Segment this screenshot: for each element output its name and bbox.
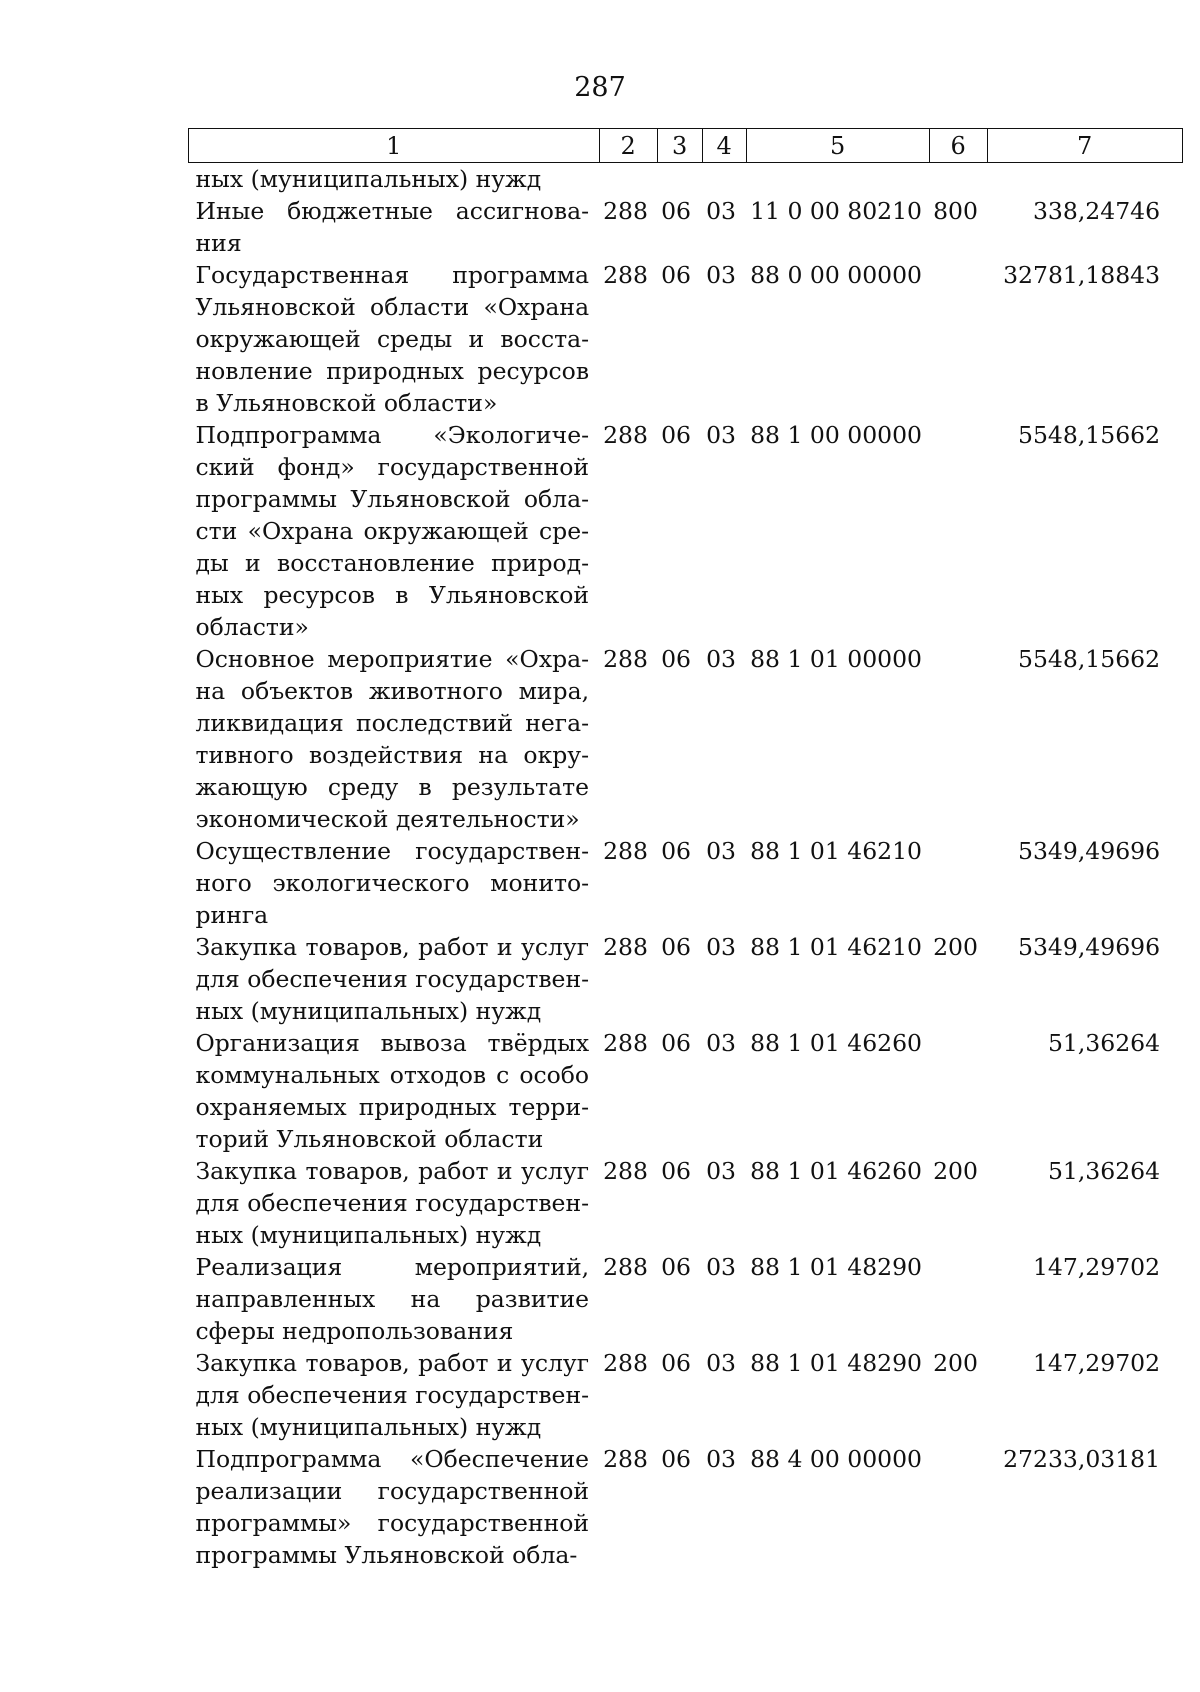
col-4-subsection bbox=[702, 163, 746, 196]
col-7-amount: 5548,15662 bbox=[1018, 645, 1161, 673]
col-6-expense-type bbox=[929, 835, 987, 931]
col-5-target-article: 88 0 00 00000 bbox=[750, 261, 923, 289]
col-2-code: 288 bbox=[603, 1029, 648, 1057]
col-3-section: 06 bbox=[661, 197, 691, 225]
col-3-section: 06 bbox=[661, 1253, 691, 1281]
table-row bbox=[189, 1347, 1183, 1443]
row-name-line: окружающей среды и восста- bbox=[195, 325, 590, 353]
table-header bbox=[189, 129, 1183, 163]
col-2-code: 288 bbox=[603, 837, 648, 865]
row-name-line: ский фонд» государственной bbox=[195, 453, 590, 481]
row-name-line: области» bbox=[195, 613, 309, 641]
row-name-line: сферы недропользования bbox=[195, 1317, 514, 1345]
col-7-amount: 32781,18843 bbox=[1003, 261, 1161, 289]
col-6-expense-type bbox=[929, 259, 987, 419]
col-6-expense-type bbox=[929, 643, 987, 835]
row-name-line: ных (муниципальных) нужд bbox=[195, 165, 542, 193]
col-6-expense-type bbox=[929, 1443, 987, 1571]
row-name-line: Государственная программа bbox=[195, 261, 590, 289]
row-name bbox=[189, 195, 600, 259]
row-name-line: Основное мероприятие «Охра- bbox=[195, 645, 590, 673]
table-row bbox=[189, 195, 1183, 259]
col-5-target-article: 88 1 01 46210 bbox=[750, 837, 923, 865]
row-name-line: ных (муниципальных) нужд bbox=[195, 997, 542, 1025]
col-2-code: 288 bbox=[603, 1253, 648, 1281]
row-name-line: ды и восстановление природ- bbox=[195, 549, 590, 577]
col-2-code: 288 bbox=[603, 197, 648, 225]
col-3-section: 06 bbox=[661, 421, 691, 449]
col-7-amount: 51,36264 bbox=[1047, 1029, 1161, 1057]
row-name-line: Иные бюджетные ассигнова- bbox=[195, 197, 590, 225]
row-name-line: жающую среду в результате bbox=[195, 773, 590, 801]
row-name-line: реализации государственной bbox=[195, 1477, 590, 1505]
col-2-code: 288 bbox=[603, 645, 648, 673]
row-name bbox=[189, 1251, 600, 1347]
row-name bbox=[189, 419, 600, 643]
col-3-section: 06 bbox=[661, 1029, 691, 1057]
col-6-expense-type: 200 bbox=[933, 1157, 978, 1185]
col-2-code: 288 bbox=[603, 1445, 648, 1473]
col-5-target-article: 88 1 01 46260 bbox=[750, 1157, 923, 1185]
col-3-section: 06 bbox=[661, 1157, 691, 1185]
row-name-line: Осуществление государствен- bbox=[195, 837, 590, 865]
col-2-code: 288 bbox=[603, 1349, 648, 1377]
col-4-subsection: 03 bbox=[706, 1445, 736, 1473]
header-col-6: 6 bbox=[929, 129, 987, 163]
col-6-expense-type bbox=[929, 1027, 987, 1155]
col-2-code: 288 bbox=[603, 261, 648, 289]
col-4-subsection: 03 bbox=[706, 1157, 736, 1185]
row-name-line: программы Ульяновской обла- bbox=[195, 1541, 578, 1569]
row-name bbox=[189, 1347, 600, 1443]
col-7-amount: 338,24746 bbox=[1032, 197, 1161, 225]
page-number: 287 bbox=[574, 72, 626, 103]
header-col-7: 7 bbox=[987, 129, 1182, 163]
row-name-line: охраняемых природных терри- bbox=[195, 1093, 590, 1121]
col-3-section: 06 bbox=[661, 837, 691, 865]
row-name-line: Организация вывоза твёрдых bbox=[195, 1029, 590, 1057]
col-4-subsection: 03 bbox=[706, 837, 736, 865]
table-row bbox=[189, 835, 1183, 931]
col-7-amount: 147,29702 bbox=[1032, 1253, 1161, 1281]
col-2-code: 288 bbox=[603, 421, 648, 449]
row-name-line: Подпрограмма «Экологиче- bbox=[195, 421, 590, 449]
table-row bbox=[189, 643, 1183, 835]
budget-table bbox=[188, 128, 1183, 1571]
col-5-target-article: 88 1 01 46260 bbox=[750, 1029, 923, 1057]
col-3-section: 06 bbox=[661, 933, 691, 961]
col-3-section: 06 bbox=[661, 1349, 691, 1377]
row-name-line: ного экологического монито- bbox=[195, 869, 590, 897]
row-name-line: для обеспечения государствен- bbox=[195, 1189, 590, 1217]
table-row bbox=[189, 419, 1183, 643]
row-name-line: для обеспечения государствен- bbox=[195, 1381, 590, 1409]
col-7-amount bbox=[987, 163, 1182, 196]
col-7-amount: 5349,49696 bbox=[1018, 933, 1161, 961]
col-5-target-article: 88 1 01 46210 bbox=[750, 933, 923, 961]
row-name bbox=[189, 835, 600, 931]
col-7-amount: 5349,49696 bbox=[1018, 837, 1161, 865]
row-name bbox=[189, 1027, 600, 1155]
col-2-code: 288 bbox=[603, 1157, 648, 1185]
col-4-subsection: 03 bbox=[706, 1349, 736, 1377]
col-7-amount: 51,36264 bbox=[1047, 1157, 1161, 1185]
row-name-line: для обеспечения государствен- bbox=[195, 965, 590, 993]
row-name-line: ринга bbox=[195, 901, 269, 929]
col-4-subsection: 03 bbox=[706, 645, 736, 673]
table-body bbox=[189, 163, 1183, 1572]
row-name-line: направленных на развитие bbox=[195, 1285, 590, 1313]
table-row bbox=[189, 163, 1183, 196]
row-name-line: программы» государственной bbox=[195, 1509, 590, 1537]
col-4-subsection: 03 bbox=[706, 933, 736, 961]
col-5-target-article bbox=[746, 163, 929, 196]
col-4-subsection: 03 bbox=[706, 1253, 736, 1281]
table-row bbox=[189, 1251, 1183, 1347]
col-6-expense-type: 800 bbox=[933, 197, 978, 225]
header-col-4: 4 bbox=[702, 129, 746, 163]
row-name-line: Закупка товаров, работ и услуг bbox=[195, 1157, 590, 1185]
col-3-section: 06 bbox=[661, 261, 691, 289]
table-row bbox=[189, 1027, 1183, 1155]
col-2-code: 288 bbox=[603, 933, 648, 961]
row-name-line: ных (муниципальных) нужд bbox=[195, 1221, 542, 1249]
col-5-target-article: 88 1 01 00000 bbox=[750, 645, 923, 673]
table-row bbox=[189, 259, 1183, 419]
row-name-line: ния bbox=[195, 229, 242, 257]
col-5-target-article: 88 1 01 48290 bbox=[750, 1253, 923, 1281]
header-row bbox=[189, 129, 1183, 163]
row-name-line: ликвидация последствий нега- bbox=[195, 709, 590, 737]
row-name-line: Закупка товаров, работ и услуг bbox=[195, 933, 590, 961]
row-name-line: на объектов животного мира, bbox=[195, 677, 590, 705]
row-name-line: тивного воздействия на окру- bbox=[195, 741, 590, 769]
col-6-expense-type bbox=[929, 1251, 987, 1347]
row-name-line: Закупка товаров, работ и услуг bbox=[195, 1349, 590, 1377]
row-name bbox=[189, 931, 600, 1027]
col-6-expense-type: 200 bbox=[933, 1349, 978, 1377]
col-4-subsection: 03 bbox=[706, 1029, 736, 1057]
table-row bbox=[189, 931, 1183, 1027]
col-2-code bbox=[599, 163, 657, 196]
col-3-section: 06 bbox=[661, 1445, 691, 1473]
col-5-target-article: 88 1 00 00000 bbox=[750, 421, 923, 449]
col-5-target-article: 88 1 01 48290 bbox=[750, 1349, 923, 1377]
row-name-line: коммунальных отходов с особо bbox=[195, 1061, 590, 1089]
col-3-section bbox=[657, 163, 702, 196]
header-col-2: 2 bbox=[599, 129, 657, 163]
col-6-expense-type bbox=[929, 419, 987, 643]
row-name bbox=[189, 1155, 600, 1251]
row-name-line: в Ульяновской области» bbox=[195, 389, 498, 417]
header-col-3: 3 bbox=[657, 129, 702, 163]
row-name-line: торий Ульяновской области bbox=[195, 1125, 544, 1153]
col-6-expense-type bbox=[929, 163, 987, 196]
col-4-subsection: 03 bbox=[706, 261, 736, 289]
row-name-line: сти «Охрана окружающей сре- bbox=[195, 517, 590, 545]
col-4-subsection: 03 bbox=[706, 421, 736, 449]
col-3-section: 06 bbox=[661, 645, 691, 673]
row-name bbox=[189, 643, 600, 835]
header-col-1: 1 bbox=[189, 129, 600, 163]
row-name-line: экономической деятельности» bbox=[195, 805, 580, 833]
row-name-line: Ульяновской области «Охрана bbox=[195, 293, 590, 321]
table-row bbox=[189, 1155, 1183, 1251]
col-5-target-article: 11 0 00 80210 bbox=[750, 197, 923, 225]
row-name-line: программы Ульяновской обла- bbox=[195, 485, 590, 513]
table-row bbox=[189, 1443, 1183, 1571]
col-7-amount: 27233,03181 bbox=[1003, 1445, 1161, 1473]
row-name bbox=[189, 163, 600, 196]
row-name bbox=[189, 259, 600, 419]
col-5-target-article: 88 4 00 00000 bbox=[750, 1445, 923, 1473]
row-name-line: новление природных ресурсов bbox=[195, 357, 590, 385]
col-4-subsection: 03 bbox=[706, 197, 736, 225]
col-7-amount: 5548,15662 bbox=[1018, 421, 1161, 449]
row-name bbox=[189, 1443, 600, 1571]
row-name-line: Подпрограмма «Обеспечение bbox=[195, 1445, 590, 1473]
row-name-line: Реализация мероприятий, bbox=[195, 1253, 590, 1281]
header-col-5: 5 bbox=[746, 129, 929, 163]
col-6-expense-type: 200 bbox=[933, 933, 978, 961]
col-7-amount: 147,29702 bbox=[1032, 1349, 1161, 1377]
row-name-line: ных (муниципальных) нужд bbox=[195, 1413, 542, 1441]
row-name-line: ных ресурсов в Ульяновской bbox=[195, 581, 590, 609]
